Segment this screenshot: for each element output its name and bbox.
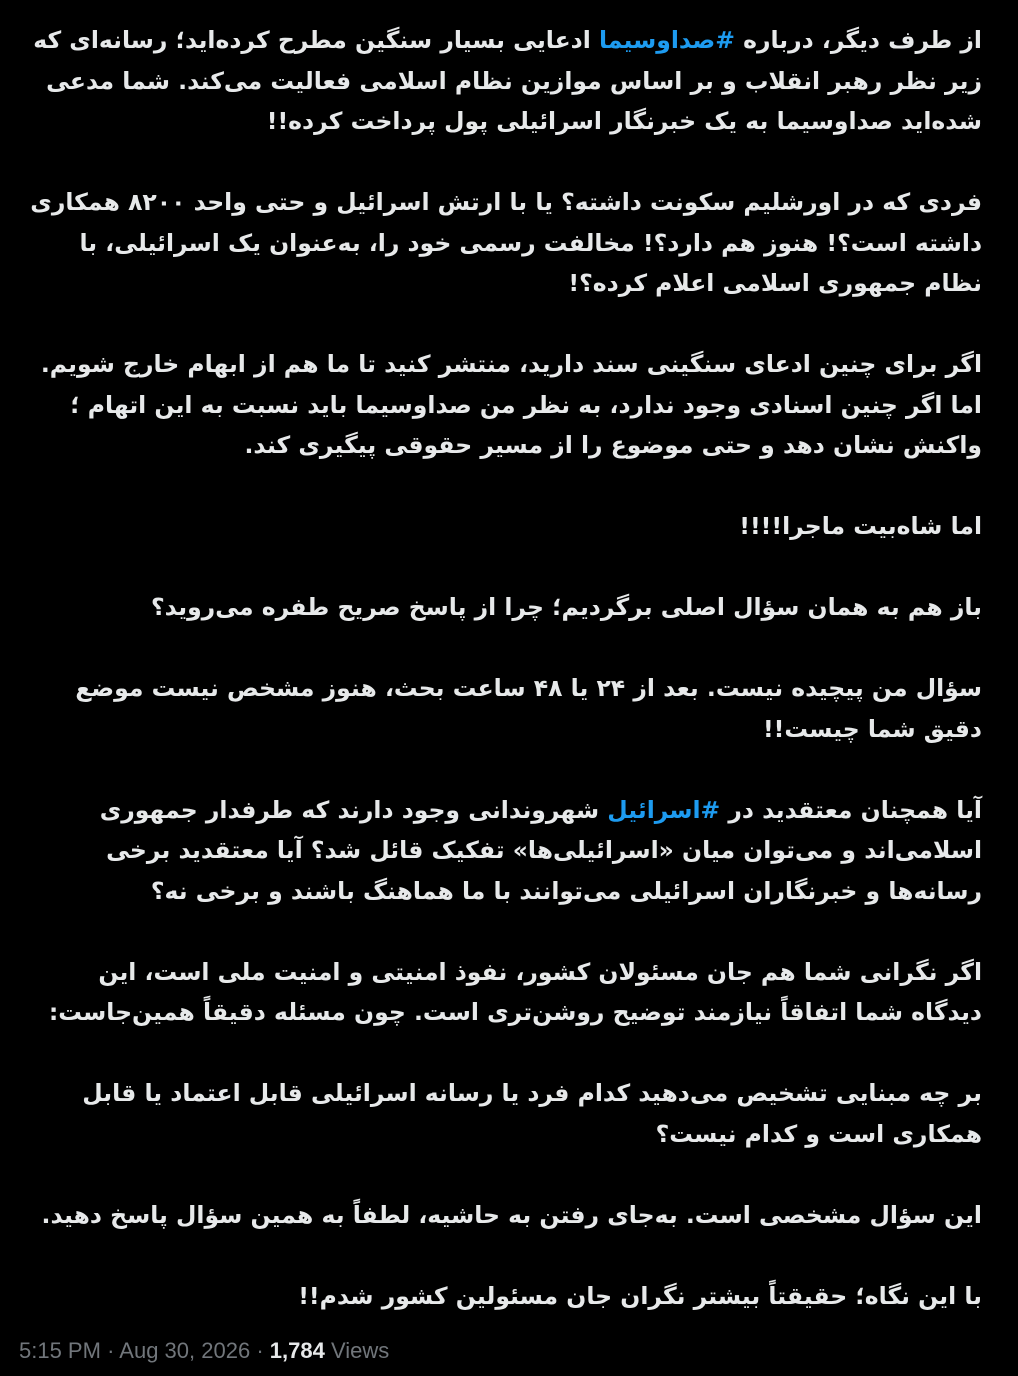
tweet-paragraph: [26, 790, 982, 912]
separator: ·: [107, 1338, 115, 1363]
text-segment: شهروندانی وجود دارند که طرفدار جمهوری اسلامی‌اند و می‌توان میان «اسرائیلی‌ها» تفکیک قائل شد؟ آیا معتقدید برخی رسانه‌ها و خبرنگاران اسرائیلی می‌توانند با ما هماهنگ باشند و برخی نه؟: [99, 795, 982, 905]
tweet-paragraph: [26, 1195, 982, 1236]
views-label: Views: [330, 1338, 390, 1363]
tweet-paragraph: [26, 668, 982, 749]
text-segment: بر چه مبنایی تشخیص می‌دهید کدام فرد یا رسانه اسرائیلی قابل اعتماد یا قابل همکاری است و کدام نیست؟: [82, 1079, 982, 1148]
text-segment: از طرف دیگر، درباره: [734, 26, 982, 54]
separator: ·: [256, 1338, 264, 1363]
tweet-paragraph: [26, 1073, 982, 1154]
text-segment: ادعایی بسیار سنگین مطرح کرده‌اید؛ رسانه‌ای که زیر نظر رهبر انقلاب و بر اساس موازین نظام اسلامی فعالیت می‌کند. شما مدعی شده‌اید صداوسیما به یک خبرنگار اسرائیلی پول پرداخت کرده!!: [33, 26, 982, 135]
views-count: 1,784: [269, 1338, 325, 1363]
tweet-paragraph: [26, 20, 982, 142]
text-segment: با این نگاه؛ حقیقتاً بیشتر نگران جان مسئولین کشور شدم!!: [298, 1281, 982, 1310]
text-segment: آیا همچنان معتقدید در: [720, 795, 982, 824]
text-segment: سؤال من پیچیده نیست. بعد از ۲۴ یا ۴۸ ساعت بحث، هنوز مشخص نیست موضع دقیق شما چیست!!: [75, 674, 982, 743]
tweet-paragraph: [26, 1276, 982, 1317]
text-segment: اما شاه‌بیت ماجرا!!!!: [739, 512, 982, 540]
tweet-paragraph: [26, 182, 982, 304]
text-segment: اگر برای چنین ادعای سنگینی سند دارید، منتشر کنید تا ما هم از ابهام خارج شویم. اما اگر چنین اسنادی وجود ندارد، به نظر من صداوسیما باید نسبت به این اتهام ؛ واکنش نشان دهد و حتی موضوع را از مسیر حقوقی پیگیری کند.: [40, 350, 982, 459]
tweet-paragraph: [26, 587, 982, 628]
hashtag-link[interactable]: #اسرائیل: [607, 795, 721, 824]
tweet-date[interactable]: Aug 30, 2026: [119, 1338, 251, 1363]
text-segment: فردی که در اورشلیم سکونت داشته؟ یا با ارتش اسرائیل و حتی واحد ۸۲۰۰ همکاری داشته است؟! هنوز هم دارد؟! مخالفت رسمی خود را، به‌عنوان یک اسرائیلی، با نظام جمهوری اسلامی اعلام کرده؟!: [30, 188, 982, 297]
text-segment: اگر نگرانی شما هم جان مسئولان کشور، نفوذ امنیتی و امنیت ملی است، این دیدگاه شما اتفاقاً نیازمند توضیح روشن‌تری است. چون مسئله دقیقاً همین‌جاست:: [48, 957, 982, 1026]
tweet-metadata: [19, 1334, 389, 1368]
text-segment: باز هم به همان سؤال اصلی برگردیم؛ چرا از پاسخ صریح طفره می‌روید؟: [151, 593, 982, 621]
tweet-paragraph: [26, 952, 982, 1033]
tweet-text: [26, 20, 982, 1316]
hashtag-link[interactable]: #صداوسیما: [598, 26, 735, 54]
tweet-time[interactable]: 5:15 PM: [19, 1338, 101, 1363]
tweet-paragraph: [26, 344, 982, 466]
tweet-paragraph: [26, 506, 982, 547]
text-segment: این سؤال مشخصی است. به‌جای رفتن به حاشیه، لطفاً به همین سؤال پاسخ دهید.: [41, 1200, 982, 1229]
